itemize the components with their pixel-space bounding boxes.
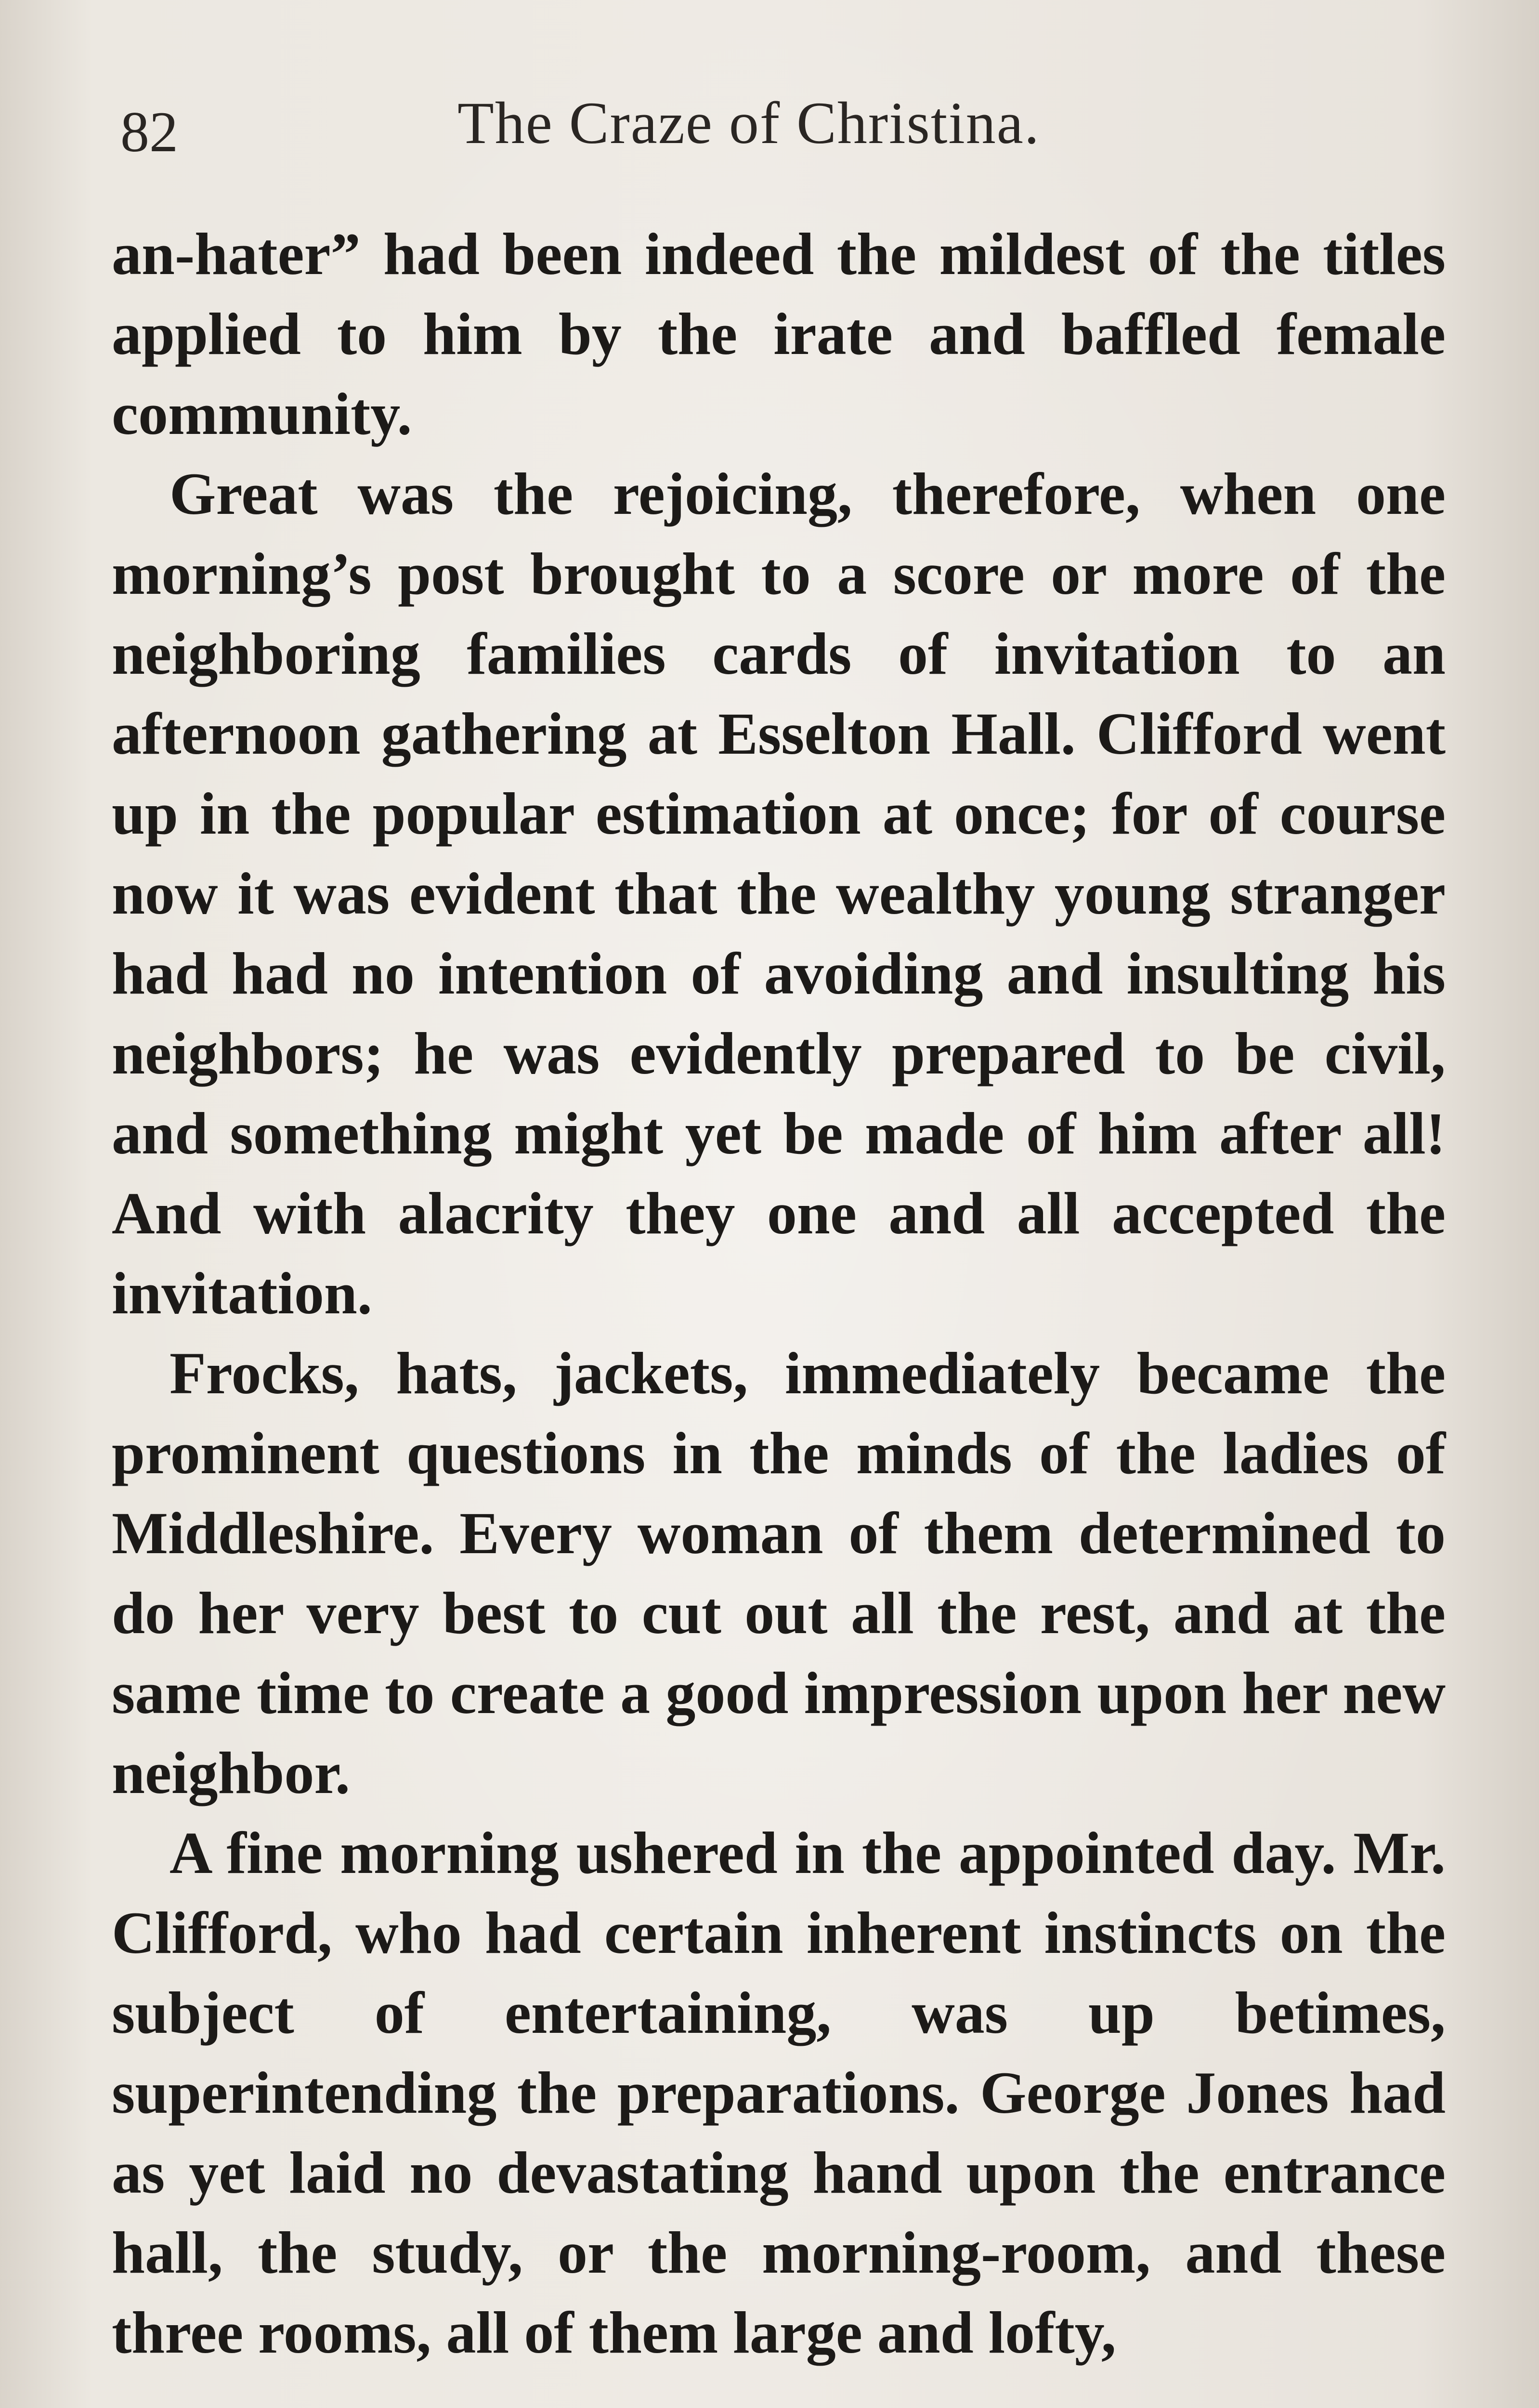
paragraph-2: Great was the rejoicing, therefore, when one morning’s post brought to a score or more of the neighboring families cards of invitation to an afternoon gathering at Esselton Hall. Clifford went up in the popular estimation at once; for of course now it was evident that the wealthy young stranger had had no intention of avoiding and insulting his neighbors; he was evidently prepared to be civil, and something might yet be made of him after all! And with alacrity they one and all accepted the invitation.	[112, 461, 1446, 1326]
page-header	[120, 89, 1445, 185]
paragraph-3: Frocks, hats, jackets, immediately became the prominent questions in the minds of the ladies of Middleshire. Every woman of them determined to do her very best to cut out all the rest, and at the same time to create a good impression upon her new neighbor.	[112, 1340, 1446, 1806]
paragraph-1: an-hater” had been indeed the mildest of the titles applied to him by the irate and baffled female community.	[112, 221, 1446, 447]
running-title: The Craze of Christina.	[457, 90, 1040, 156]
paragraph-4: A fine morning ushered in the appointed day. Mr. Clifford, who had certain inherent instincts on the subject of entertaining, was up betimes, superintending the preparations. George Jones had as yet laid no devastating hand upon the entrance hall, the study, or the morning-room, and these three rooms, all of them large and lofty,	[112, 1820, 1446, 2366]
page-number: 82	[120, 100, 178, 164]
body-text	[112, 214, 1446, 2373]
